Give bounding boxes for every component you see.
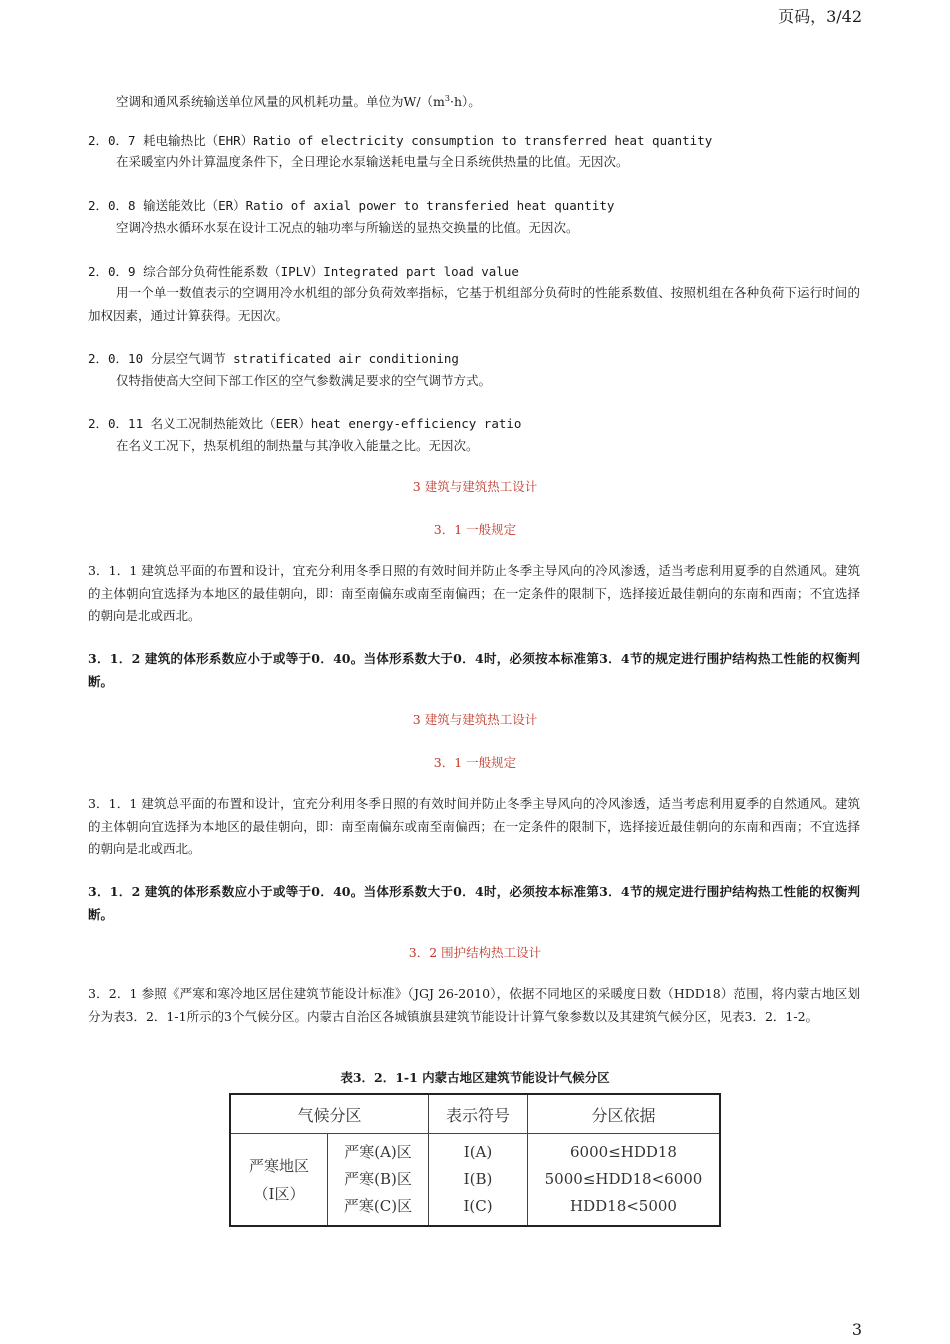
sub-zone-a: 严寒(A)区 — [344, 1143, 412, 1161]
header-basis: 分区依据 — [528, 1094, 721, 1134]
clause-2-0-8-title: 2．0．8 输送能效比（ER）Ratio of axial power to transferied heat quantity — [88, 198, 615, 213]
basis-c: HDD18<5000 — [570, 1197, 677, 1215]
zone-code: （Ⅰ区） — [253, 1184, 305, 1203]
table-row — [230, 1134, 720, 1227]
table-header-row — [230, 1094, 720, 1134]
fan-text: 空调和通风系统输送单位风量的风机耗功量。单位为W/（m — [116, 94, 445, 110]
header-symbol: 表示符号 — [429, 1094, 528, 1134]
page-number: 3 — [851, 1320, 862, 1339]
clause-2-0-10-body: 仅特指使高大空间下部工作区的空气参数满足要求的空气调节方式。 — [116, 373, 492, 388]
symbol-c: Ⅰ(C) — [463, 1197, 493, 1215]
clause-2-0-11-body: 在名义工况下，热泵机组的制热量与其净收入能量之比。无因次。 — [116, 438, 479, 453]
climate-zone-table — [229, 1093, 721, 1227]
section-3-2-heading: 3．2 围护结构热工设计 — [408, 945, 542, 960]
clause-3-1-2-repeat: 3．1．2 建筑的体形系数应小于或等于0．40。当体形系数大于0．4时，必须按本标准第3．4节的规定进行围护结构热工性能的权衡判断。 — [88, 884, 860, 922]
zone-name: 严寒地区 — [248, 1156, 309, 1175]
clause-2-0-8-body: 空调冷热水循环水泵在设计工况点的轴功率与所输送的显热交换量的比值。无因次。 — [116, 220, 579, 235]
clause-2-0-7-body: 在采暖室内外计算温度条件下，全日理论水泵输送耗电量与全日系统供热量的比值。无因次。 — [116, 154, 629, 169]
clause-2-0-7-title: 2．0．7 耗电输热比（EHR）Ratio of electricity consumption to transferred heat quantity — [88, 133, 713, 148]
zone-cell — [230, 1134, 328, 1227]
clause-2-0-10-title: 2．0．10 分层空气调节 stratificated air conditioning — [88, 351, 459, 366]
clause-2-0-9-body: 用一个单一数值表示的空调用冷水机组的部分负荷效率指标，它基于机组部分负荷时的性能系数值、按照机组在各种负荷下运行时间的加权因素，通过计算获得。无因次。 — [88, 285, 860, 323]
symbol-a: Ⅰ(A) — [463, 1143, 493, 1161]
header-climate-zone: 气候分区 — [230, 1094, 429, 1134]
paragraph-fan-power — [88, 88, 860, 114]
fan-tail: ·h）。 — [450, 94, 481, 110]
table-caption: 表3．2．1-1 内蒙古地区建筑节能设计气候分区 — [340, 1070, 610, 1085]
superscript: 3 — [444, 94, 451, 103]
clause-3-1-2: 3．1．2 建筑的体形系数应小于或等于0．40。当体形系数大于0．4时，必须按本标准第3．4节的规定进行围护结构热工性能的权衡判断。 — [88, 651, 860, 689]
basis-a: 6000≤HDD18 — [570, 1143, 677, 1161]
sub-zone-cell — [328, 1134, 429, 1227]
symbol-b: Ⅰ(B) — [463, 1170, 493, 1188]
sub-zone-c: 严寒(C)区 — [343, 1197, 413, 1215]
basis-cell — [528, 1134, 721, 1227]
clause-2-0-9-title: 2．0．9 综合部分负荷性能系数（IPLV）Integrated part load value — [88, 264, 519, 279]
section-3-heading: 3 建筑与建筑热工设计 — [412, 479, 538, 494]
section-3-heading-repeat: 3 建筑与建筑热工设计 — [412, 712, 538, 727]
symbol-cell — [429, 1134, 528, 1227]
clause-3-2-1: 3．2．1 参照《严寒和寒冷地区居住建筑节能设计标准》（JGJ 26-2010），依据不同地区的采暖度日数（HDD18）范围，将内蒙古地区划分为表3．2．1-1所示的3个气候分区。内蒙古自治区各城镇旗县建筑节能设计计算气象参数以及其建筑气候分区，见表3．2．1-2。 — [88, 986, 860, 1024]
clause-3-1-1-repeat: 3．1．1 建筑总平面的布置和设计，宜充分利用冬季日照的有效时间并防止冬季主导风向的冷风渗透，适当考虑利用夏季的自然通风。建筑的主体朝向宜选择为本地区的最佳朝向，即：南至南偏东或南至南偏西；在一定条件的限制下，选择接近最佳朝向的东南和西南；不宜选择的朝向是北或西北。 — [88, 796, 860, 856]
basis-b: 5000≤HDD18<6000 — [544, 1170, 703, 1188]
section-3-1-heading: 3．1 一般规定 — [433, 522, 517, 537]
clause-3-1-1: 3．1．1 建筑总平面的布置和设计，宜充分利用冬季日照的有效时间并防止冬季主导风向的冷风渗透，适当考虑利用夏季的自然通风。建筑的主体朝向宜选择为本地区的最佳朝向，即：南至南偏东或南至南偏西；在一定条件的限制下，选择接近最佳朝向的东南和西南；不宜选择的朝向是北或西北。 — [88, 563, 860, 623]
page-code: 页码，3/42 — [778, 7, 862, 26]
section-3-1-heading-repeat: 3．1 一般规定 — [433, 755, 517, 770]
sub-zone-b: 严寒(B)区 — [344, 1170, 412, 1188]
clause-2-0-11-title: 2．0．11 名义工况制热能效比（EER）heat energy-efficiency ratio — [88, 416, 522, 431]
